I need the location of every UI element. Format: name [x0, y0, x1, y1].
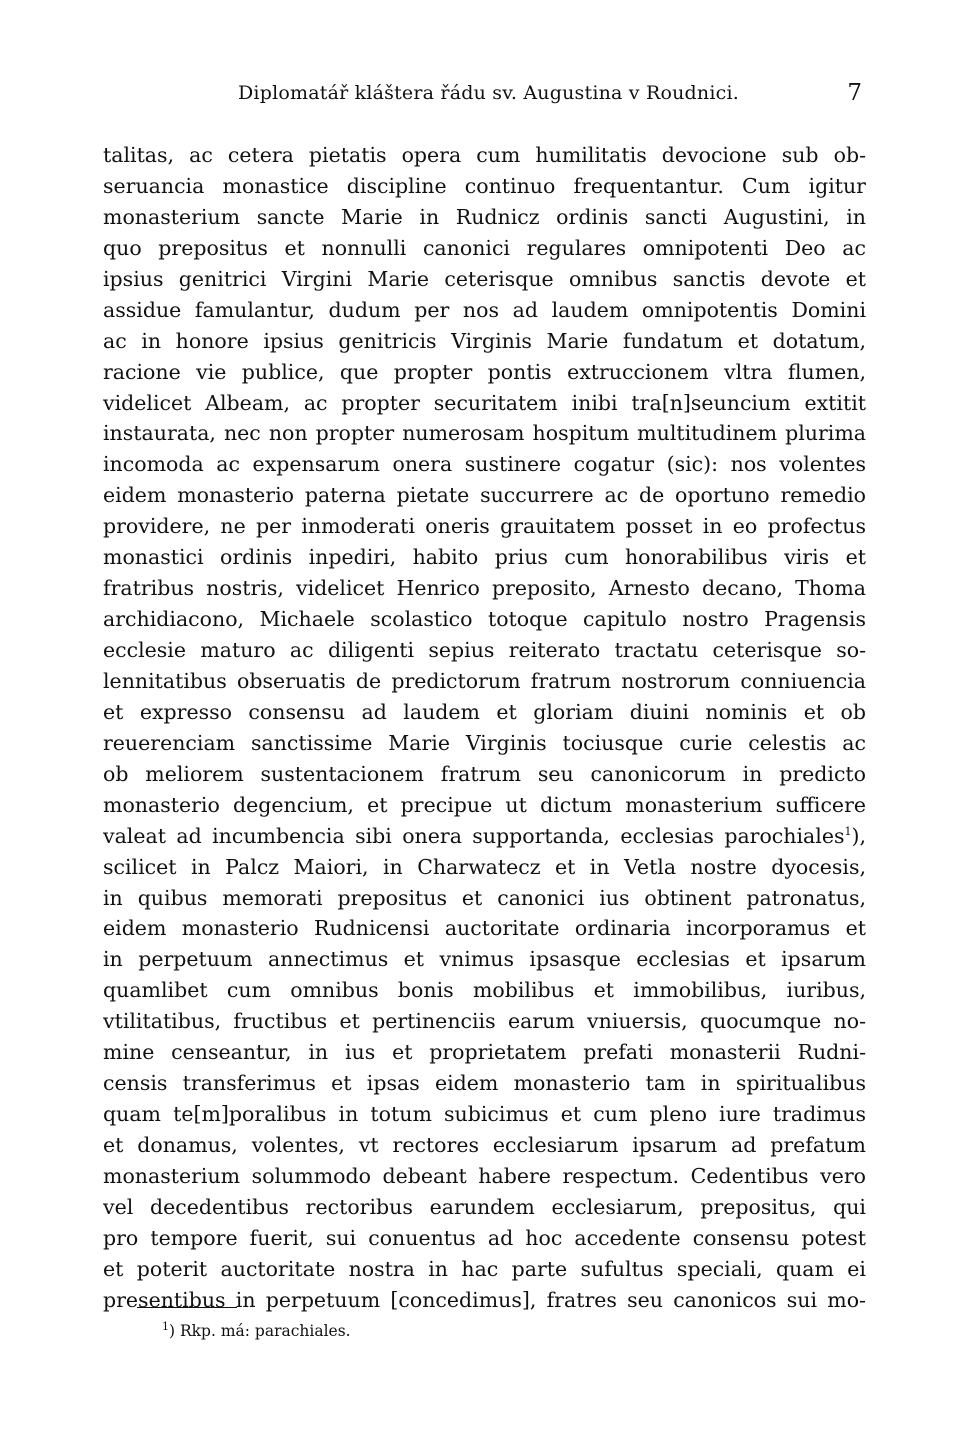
text-line: monasterio degencium, et precipue ut dictum monasterium sufficere: [103, 792, 866, 817]
text-line: in perpetuum annectimus et vnimus ipsasque ecclesias et ipsarum: [103, 947, 866, 972]
text-line: et expresso consensu ad laudem et gloriam diuini nominis et ob: [103, 699, 866, 724]
text-line: eidem monasterio Rudnicensi auctoritate ordinaria incorporamus et: [103, 916, 866, 941]
text-line: eidem monasterio paterna pietate succurrere ac de oportuno remedio: [103, 483, 866, 508]
text-line: instaurata, nec non propter numerosam hospitum multitudinem plurima: [103, 421, 866, 446]
text-line: in quibus memorati prepositus et canonici ius obtinent patronatus,: [103, 885, 866, 910]
text-line: vel decedentibus rectoribus earundem ecclesiarum, prepositus, qui: [103, 1194, 866, 1219]
text-line: scilicet in Palcz Maiori, in Charwatecz et in Vetla nostre dyocesis,: [103, 854, 866, 879]
running-title: Diplomatář kláštera řádu sv. Augustina v Roudnici.: [238, 82, 739, 104]
footnote: [162, 1319, 351, 1340]
text-line: quam te[m]poralibus in totum subicimus et cum pleno iure tradimus: [103, 1102, 866, 1127]
body-text: [103, 140, 866, 1316]
text-line: incomoda ac expensarum onera sustinere cogatur (sic): nos volentes: [103, 452, 866, 477]
text-line: vtilitatibus, fructibus et pertinenciis earum vniuersis, quocumque no-: [103, 1009, 866, 1034]
footnote-reference: 1: [844, 824, 852, 838]
text-line: ipsius genitrici Virgini Marie ceterisque omnibus sanctis devote et: [103, 266, 866, 291]
text-line-content: valeat ad incumbencia sibi onera supportanda, ecclesias parochiales: [103, 823, 845, 848]
text-line: monasterium solummodo debeant habere respectum. Cedentibus vero: [103, 1163, 866, 1188]
text-line: mine censeantur, in ius et proprietatem prefati monasterii Rudni-: [103, 1040, 866, 1065]
footnote-text: Rkp. má: parachiales.: [175, 1322, 351, 1340]
footnote-marker: 1: [162, 1319, 169, 1333]
text-line: monasterium sancte Marie in Rudnicz ordinis sancti Augustini, in: [103, 204, 866, 229]
text-line: quamlibet cum omnibus bonis mobilibus et immobilibus, iuribus,: [103, 978, 866, 1003]
text-line: ob meliorem sustentacionem fratrum seu canonicorum in predicto: [103, 761, 866, 786]
page-number: 7: [847, 80, 862, 106]
text-line: reuerenciam sanctissime Marie Virginis tociusque curie celestis ac: [103, 730, 866, 755]
text-line: racione vie publice, que propter pontis extruccionem vltra flumen,: [103, 359, 866, 384]
text-line: presentibus in perpetuum [concedimus], fratres seu canonicos sui mo-: [103, 1287, 866, 1312]
footnote-reference-suffix: ),: [851, 823, 866, 848]
text-line: ecclesie maturo ac diligenti sepius reiterato tractatu ceterisque so-: [103, 638, 866, 662]
text-line-with-footnote-ref: [103, 821, 866, 852]
text-line: censis transferimus et ipsas eidem monasterio tam in spiritualibus: [103, 1071, 866, 1096]
text-line: seruancia monastice discipline continuo frequentantur. Cum igitur: [103, 173, 866, 198]
footnote-marker-suffix: ): [169, 1322, 176, 1340]
text-line: fratribus nostris, videlicet Henrico preposito, Arnesto decano, Thoma: [103, 576, 866, 601]
text-line: assidue famulantur, dudum per nos ad laudem omnipotentis Domini: [103, 297, 866, 322]
footnote-divider: [137, 1307, 237, 1308]
text-line: et poterit auctoritate nostra in hac parte sufultus speciali, quam ei: [103, 1256, 866, 1281]
text-line: archidiacono, Michaele scolastico totoque capitulo nostro Pragensis: [103, 607, 866, 632]
text-line: quo prepositus et nonnulli canonici regulares omnipotenti Deo ac: [103, 235, 866, 260]
text-line: et donamus, volentes, vt rectores ecclesiarum ipsarum ad prefatum: [103, 1133, 866, 1157]
text-line: lennitatibus obseruatis de predictorum fratrum nostrorum conniuencia: [103, 668, 866, 693]
running-head: [100, 78, 866, 110]
text-line: ac in honore ipsius genitricis Virginis Marie fundatum et dotatum,: [103, 328, 866, 353]
text-line: providere, ne per inmoderati oneris grauitatem posset in eo profectus: [103, 514, 866, 539]
text-line: monastici ordinis inpediri, habito prius cum honorabilibus viris et: [103, 545, 866, 570]
text-line: pro tempore fuerit, sui conuentus ad hoc accedente consensu potest: [103, 1225, 866, 1250]
text-line: videlicet Albeam, ac propter securitatem inibi tra[n]seuncium extitit: [103, 390, 866, 415]
text-line: talitas, ac cetera pietatis opera cum humilitatis devocione sub ob-: [103, 143, 866, 167]
